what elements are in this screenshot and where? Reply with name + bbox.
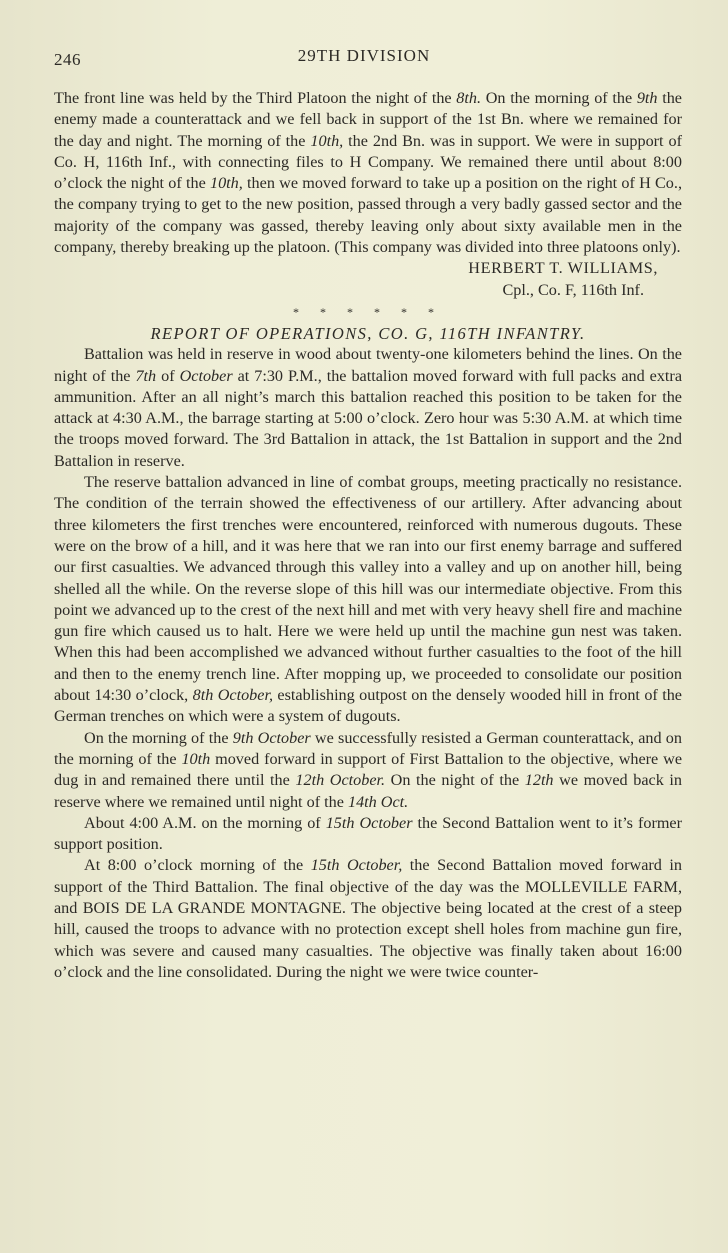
section-heading: REPORT OF OPERATIONS, CO. G, 116TH INFANTRY. [150, 323, 586, 343]
continuation-paragraph [54, 88, 682, 258]
text-run: On the morning of the [481, 89, 637, 107]
text-run: of [156, 366, 180, 385]
body-text [54, 88, 682, 983]
text-run: we successfully resisted a German counterattack, and on the morning of the [54, 728, 682, 768]
date-text: 15th October, [310, 856, 403, 875]
date-text: 9th [636, 89, 658, 107]
date-text: 9th October [232, 728, 311, 747]
date-text: 10th, [310, 131, 344, 150]
date-text: 10th [181, 749, 211, 768]
date-text: 8th. [456, 89, 482, 107]
asterisk-separator: * * * * * * [293, 304, 443, 319]
text-run: The reserve battalion advanced in line of combat groups, meeting practically no resistance. The condition of the terrain showed the effectiveness of our artillery. After advancing about three kilometers the first trenches were encountered, reinforced with numerous dugouts. These were on the brow of a hill, and it was here that we ran into our first enemy barrage and suffered our first casualties. We advanced through this valley into a valley and up on another hill, being shelled all the while. On the reverse slope of this hill was our intermediate objective. From this point we advanced up to the crest of the next hill and met with very heavy shell fire and machine gun fire which caused us to halt. Here we were held up until the machine gun nest was taken. When this had been accomplished we advanced without further casualties to the foot of the hill and then to the enemy trench line. After mopping up, we proceeded to consolidate our position about 14:30 o’clock, [54, 473, 682, 705]
paragraph [54, 472, 682, 728]
text-run: At 8:00 o’clock morning of the [84, 856, 311, 875]
text-run: the Second Battalion moved forward in support of the Third Battalion. The final objective of the day was the MOLLEVILLE FARM, and BOIS DE LA GRANDE MONTAGNE. The objective being located at the crest of a steep hill, caused the troops to advance with no protection except shell holes from machine gun fire, which was severe and caused many casualties. The objective was finally taken about 16:00 o’clock and the line consolidated. During the night we were twice counter- [54, 856, 683, 981]
page-number: 246 [54, 50, 81, 69]
paragraph [54, 344, 682, 472]
date-text: 14th Oct. [347, 792, 409, 811]
text-run: the Second Battalion went to it’s former support position. [54, 813, 683, 854]
date-text: 8th October, [192, 686, 274, 705]
signature-block [54, 258, 682, 301]
running-head [54, 46, 674, 72]
date-text: 12th October. [295, 771, 386, 790]
date-text: 10th, [209, 174, 243, 193]
text-run: About 4:00 A.M. on the morning of [84, 813, 326, 832]
text-run: then we moved forward to take up a position on the right of H Co., the company trying to get to the new position, passed through a very badly gassed sector and the majority of the company was gassed, thereby leaving only about sixty available men in the company, thereby breaking up the platoon. (This company was divided into three platoons only). [54, 174, 682, 257]
text-run: On the morning of the [84, 728, 233, 747]
text-run: we moved back in reserve where we remained until night of the [54, 771, 682, 811]
signature-name: HERBERT T. WILLIAMS, [468, 259, 658, 278]
text-run: moved forward in support of First Battalion to the objective, where we dug in and remained there until the [54, 749, 683, 790]
paragraph [54, 728, 682, 813]
text-run: On the night of the [385, 771, 525, 790]
date-text: 12th [524, 771, 554, 790]
date-text: 7th [135, 366, 157, 385]
text-run: establishing outpost on the densely wooded hill in front of the German trenches on which were a system of dugouts. [54, 686, 682, 726]
text-run: at 7:30 P.M., the battalion moved forward with full packs and extra ammunition. After an all night’s march this battalion reached this position to be taken for the attack at 4:30 A.M., the barrage starting at 5:00 o’clock. Zero hour was 5:30 A.M. at which time the troops moved forward. The 3rd Battalion in attack, the 1st Battalion in support and the 2nd Battalion in reserve. [54, 366, 683, 470]
paragraph [54, 813, 682, 856]
signature-rank: Cpl., Co. F, 116th Inf. [502, 280, 644, 299]
paragraph [54, 855, 682, 983]
running-title: 29TH DIVISION [297, 46, 431, 65]
date-text: October [179, 366, 233, 385]
text-run: the 2nd Bn. was in support. We were in support of Co. H, 116th Inf., with connecting files to H Company. We remained there until about 8:00 o’clock the night of the [54, 131, 682, 193]
text-run: the enemy made a counterattack and we fell back in support of the 1st Bn. where we remained for the day and night. The morning of the [54, 89, 682, 150]
text-run: The front line was held by the Third Platoon the night of the [54, 89, 457, 107]
date-text: 15th October [325, 813, 413, 832]
text-run: Battalion was held in reserve in wood about twenty-one kilometers behind the lines. On the night of the [54, 345, 682, 385]
